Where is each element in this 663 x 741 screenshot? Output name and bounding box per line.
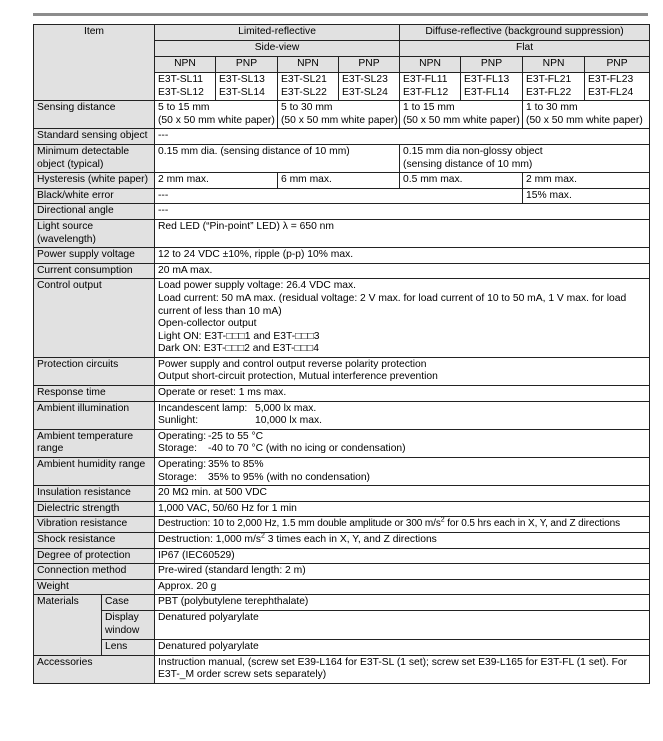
label-vibration: Vibration resistance bbox=[34, 517, 155, 533]
label-sensing-distance: Sensing distance bbox=[34, 101, 155, 129]
row-bw-error bbox=[34, 188, 650, 204]
sub-value: 35% to 95% (with no condensation) bbox=[208, 471, 370, 483]
sub-label: Sunlight: bbox=[158, 415, 199, 427]
value-hysteresis-sl2: 6 mm max. bbox=[278, 173, 400, 189]
value-text: 3 times each in X, Y, and Z directions bbox=[264, 534, 437, 545]
value-materials-case: PBT (polybutylene terephthalate) bbox=[155, 595, 650, 611]
model-name: E3T-FL14 bbox=[464, 86, 510, 98]
value-line: 1 to 15 mm bbox=[403, 102, 455, 114]
model-name: E3T-SL23 bbox=[342, 74, 388, 85]
model-cell bbox=[339, 73, 400, 101]
value-line: (50 x 50 mm white paper) bbox=[526, 114, 643, 126]
model-cell bbox=[461, 73, 523, 101]
label-min-object bbox=[34, 144, 155, 172]
value-current: 20 mA max. bbox=[155, 263, 650, 279]
label-line: window bbox=[105, 624, 140, 636]
row-illumination bbox=[34, 401, 650, 429]
value-line: (sensing distance of 10 mm) bbox=[403, 158, 533, 170]
row-protection-degree bbox=[34, 548, 650, 564]
value-vibration bbox=[155, 517, 650, 533]
value-weight: Approx. 20 g bbox=[155, 579, 650, 595]
label-weight: Weight bbox=[34, 579, 155, 595]
value-directional-angle: --- bbox=[155, 204, 650, 220]
label-control-output: Control output bbox=[34, 279, 155, 358]
value-line: 1 to 30 mm bbox=[526, 102, 578, 114]
value-shock bbox=[155, 533, 650, 549]
value-sensing-distance-fl1 bbox=[400, 101, 523, 129]
model-name: E3T-SL11 bbox=[158, 74, 204, 85]
value-bw-error-fl2: 15% max. bbox=[523, 188, 650, 204]
label-materials-display bbox=[102, 611, 155, 639]
row-weight bbox=[34, 579, 650, 595]
value-line: Output short-circuit protection, Mutual interference prevention bbox=[158, 371, 438, 383]
label-humidity: Ambient humidity range bbox=[34, 458, 155, 486]
row-dielectric bbox=[34, 501, 650, 517]
row-vibration bbox=[34, 517, 650, 533]
label-dielectric: Dielectric strength bbox=[34, 501, 155, 517]
label-materials-lens: Lens bbox=[102, 639, 155, 655]
label-accessories: Accessories bbox=[34, 655, 155, 683]
value-standard-object: --- bbox=[155, 129, 650, 145]
header-flat: Flat bbox=[400, 41, 650, 57]
row-connection bbox=[34, 564, 650, 580]
sub-label: Incandescent lamp: bbox=[158, 402, 248, 414]
row-temperature bbox=[34, 429, 650, 457]
row-current bbox=[34, 263, 650, 279]
row-control-output bbox=[34, 279, 650, 358]
label-materials: Materials bbox=[34, 595, 102, 655]
label-bw-error: Black/white error bbox=[34, 188, 155, 204]
output-type: NPN bbox=[278, 57, 339, 73]
header-diffuse-reflective: Diffuse-reflective (background suppression) bbox=[400, 25, 650, 41]
output-type: NPN bbox=[400, 57, 461, 73]
label-line: (wavelength) bbox=[37, 233, 96, 245]
label-hysteresis: Hysteresis (white paper) bbox=[34, 173, 155, 189]
sub-value: -25 to 55 °C bbox=[208, 430, 264, 442]
header-item: Item bbox=[34, 25, 155, 101]
value-line: 5 to 30 mm bbox=[281, 102, 333, 114]
label-illumination: Ambient illumination bbox=[34, 401, 155, 429]
label-shock: Shock resistance bbox=[34, 533, 155, 549]
header-row-group bbox=[34, 25, 650, 41]
model-cell bbox=[155, 73, 216, 101]
model-name: E3T-SL21 bbox=[281, 74, 327, 85]
value-insulation: 20 MΩ min. at 500 VDC bbox=[155, 486, 650, 502]
model-name: E3T-SL14 bbox=[219, 86, 265, 98]
sub-value: -40 to 70 °C (with no icing or condensation) bbox=[208, 443, 406, 455]
sub-label: Operating: bbox=[158, 459, 207, 471]
value-hysteresis-fl1: 0.5 mm max. bbox=[400, 173, 523, 189]
value-temperature bbox=[155, 429, 650, 457]
model-name: E3T-SL22 bbox=[281, 86, 327, 98]
value-line: Light ON: E3T-□□□1 and E3T-□□□3 bbox=[158, 330, 320, 342]
value-text: for 0.5 hrs each in X, Y, and Z directions bbox=[444, 518, 620, 530]
header-limited-reflective: Limited-reflective bbox=[155, 25, 400, 41]
value-hysteresis-fl2: 2 mm max. bbox=[523, 173, 650, 189]
model-name: E3T-FL22 bbox=[526, 86, 572, 98]
value-min-object-sl: 0.15 mm dia. (sensing distance of 10 mm) bbox=[155, 144, 400, 172]
value-power-supply: 12 to 24 VDC ±10%, ripple (p-p) 10% max. bbox=[155, 248, 650, 264]
sub-label: Storage: bbox=[158, 471, 197, 483]
value-dielectric: 1,000 VAC, 50/60 Hz for 1 min bbox=[155, 501, 650, 517]
output-type: NPN bbox=[523, 57, 585, 73]
model-name: E3T-FL11 bbox=[403, 74, 448, 85]
row-materials-case bbox=[34, 595, 650, 611]
label-line: Light source bbox=[37, 220, 94, 232]
model-name: E3T-FL24 bbox=[588, 86, 634, 98]
row-protection bbox=[34, 357, 650, 385]
model-name: E3T-SL12 bbox=[158, 86, 204, 98]
label-light-source bbox=[34, 219, 155, 247]
model-cell bbox=[216, 73, 278, 101]
row-standard-object bbox=[34, 129, 650, 145]
label-directional-angle: Directional angle bbox=[34, 204, 155, 220]
row-directional-angle bbox=[34, 204, 650, 220]
model-cell bbox=[523, 73, 585, 101]
row-min-object bbox=[34, 144, 650, 172]
label-materials-case: Case bbox=[102, 595, 155, 611]
value-materials-lens: Denatured polyarylate bbox=[155, 639, 650, 655]
value-protection bbox=[155, 357, 650, 385]
label-protection: Protection circuits bbox=[34, 357, 155, 385]
value-control-output bbox=[155, 279, 650, 358]
sub-label: Storage: bbox=[158, 443, 197, 455]
model-name: E3T-FL21 bbox=[526, 74, 572, 85]
value-line: Load current: 50 mA max. (residual voltage: 2 V max. for load current of 10 to 50 mA, 1 V max. for load current of less than 10 mA) bbox=[158, 292, 627, 317]
value-text: Destruction: 1,000 m/s bbox=[158, 534, 262, 545]
row-materials-display bbox=[34, 611, 650, 639]
model-name: E3T-SL24 bbox=[342, 86, 388, 98]
model-cell bbox=[585, 73, 650, 101]
value-connection: Pre-wired (standard length: 2 m) bbox=[155, 564, 650, 580]
row-sensing-distance bbox=[34, 101, 650, 129]
label-standard-object: Standard sensing object bbox=[34, 129, 155, 145]
value-text: Destruction: 10 to 2,000 Hz, 1.5 mm double amplitude or 300 m/s bbox=[158, 518, 441, 530]
model-name: E3T-FL12 bbox=[403, 86, 449, 98]
value-line: (50 x 50 mm white paper) bbox=[158, 114, 275, 126]
sub-value: 35% to 85% bbox=[208, 459, 264, 471]
value-accessories: Instruction manual, (screw set E39-L164 for E3T-SL (1 set); screw set E39-L165 for E3T-FL (1 set). For E3T-_M order screw sets separately) bbox=[155, 655, 650, 683]
value-line: Power supply and control output reverse polarity protection bbox=[158, 358, 427, 370]
row-response-time bbox=[34, 386, 650, 402]
label-line: range bbox=[37, 443, 64, 455]
label-connection: Connection method bbox=[34, 564, 155, 580]
sub-value: 10,000 lx max. bbox=[255, 415, 322, 427]
label-temperature bbox=[34, 429, 155, 457]
sub-label: Operating: bbox=[158, 430, 207, 442]
value-response-time: Operate or reset: 1 ms max. bbox=[155, 386, 650, 402]
output-type: PNP bbox=[461, 57, 523, 73]
output-type: NPN bbox=[155, 57, 216, 73]
label-line: Ambient temperature bbox=[37, 430, 134, 442]
value-min-object-fl bbox=[400, 144, 650, 172]
value-illumination bbox=[155, 401, 650, 429]
value-line: Dark ON: E3T-□□□2 and E3T-□□□4 bbox=[158, 343, 319, 355]
model-name: E3T-FL13 bbox=[464, 74, 510, 85]
row-materials-lens bbox=[34, 639, 650, 655]
value-sensing-distance-sl1 bbox=[155, 101, 278, 129]
model-cell bbox=[278, 73, 339, 101]
value-line: 5 to 15 mm bbox=[158, 102, 210, 114]
value-light-source: Red LED (“Pin-point” LED) λ = 650 nm bbox=[155, 219, 650, 247]
label-line: Minimum detectable bbox=[37, 145, 130, 157]
value-protection-degree: IP67 (IEC60529) bbox=[155, 548, 650, 564]
value-hysteresis-sl1: 2 mm max. bbox=[155, 173, 278, 189]
label-line: Display bbox=[105, 612, 139, 624]
value-materials-display: Denatured polyarylate bbox=[155, 611, 650, 639]
output-type: PNP bbox=[339, 57, 400, 73]
superscript: 2 bbox=[440, 517, 445, 525]
label-power-supply: Power supply voltage bbox=[34, 248, 155, 264]
row-shock bbox=[34, 533, 650, 549]
label-insulation: Insulation resistance bbox=[34, 486, 155, 502]
value-sensing-distance-fl2 bbox=[523, 101, 650, 129]
specifications-table bbox=[33, 24, 650, 684]
label-protection-degree: Degree of protection bbox=[34, 548, 155, 564]
label-current: Current consumption bbox=[34, 263, 155, 279]
value-line: 0.15 mm dia non-glossy object bbox=[403, 145, 543, 157]
label-response-time: Response time bbox=[34, 386, 155, 402]
model-cell bbox=[400, 73, 461, 101]
superscript: 2 bbox=[261, 532, 265, 540]
label-line: object (typical) bbox=[37, 158, 104, 170]
header-side-view: Side-view bbox=[155, 41, 400, 57]
row-accessories bbox=[34, 655, 650, 683]
row-humidity bbox=[34, 458, 650, 486]
row-hysteresis bbox=[34, 173, 650, 189]
output-type: PNP bbox=[216, 57, 278, 73]
value-line: Open-collector output bbox=[158, 318, 257, 330]
value-bw-error-sl: --- bbox=[155, 188, 523, 204]
model-name: E3T-SL13 bbox=[219, 74, 265, 85]
row-light-source bbox=[34, 219, 650, 247]
output-type: PNP bbox=[585, 57, 650, 73]
row-power-supply bbox=[34, 248, 650, 264]
sub-value: 5,000 lx max. bbox=[255, 402, 317, 414]
row-insulation bbox=[34, 486, 650, 502]
value-line: (50 x 50 mm white paper) bbox=[281, 114, 398, 126]
model-name: E3T-FL23 bbox=[588, 74, 634, 85]
value-humidity bbox=[155, 458, 650, 486]
top-rule bbox=[33, 13, 648, 16]
value-line: Load power supply voltage: 26.4 VDC max. bbox=[158, 280, 357, 292]
value-line: (50 x 50 mm white paper) bbox=[403, 114, 520, 126]
value-sensing-distance-sl2 bbox=[278, 101, 400, 129]
